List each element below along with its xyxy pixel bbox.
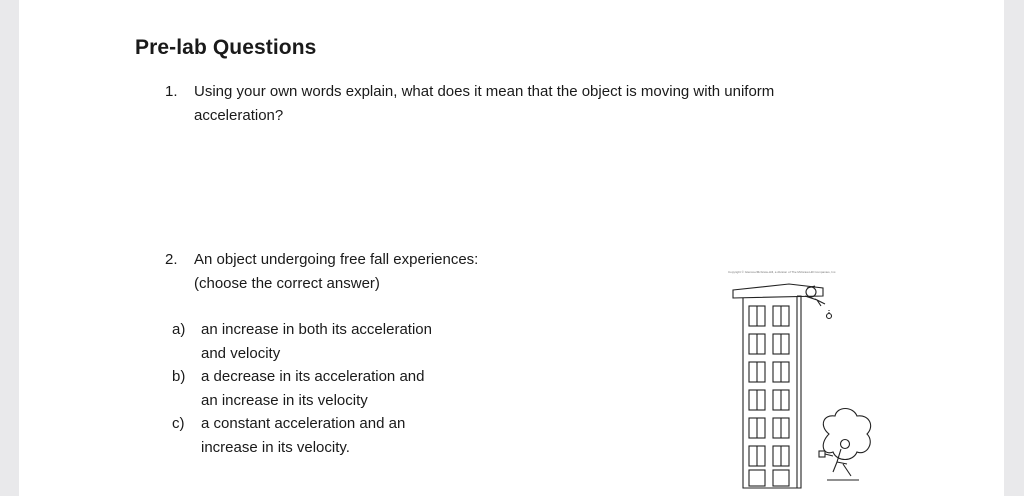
document-page: [19, 0, 1004, 496]
figure-copyright: Copyright © Glencoe/McGraw-Hill, a division of The McGraw-Hill Companies, Inc.: [728, 270, 837, 274]
question-number: 1.: [165, 83, 178, 100]
option-label: c): [172, 415, 185, 432]
question-text-line: (choose the correct answer): [194, 274, 380, 292]
option-text: [201, 412, 405, 459]
option-text-line: a decrease in its acceleration and: [201, 368, 425, 385]
question-text-line: Using your own words explain, what does it mean that the object is moving with uniform: [194, 83, 775, 100]
question-text-line: acceleration?: [194, 106, 284, 124]
option-text-line: increase in its velocity.: [201, 438, 350, 456]
question-text-line: An object undergoing free fall experiences:: [194, 251, 479, 268]
option-text: [201, 318, 432, 365]
question-text: [194, 248, 478, 295]
question-number: 2.: [165, 251, 178, 268]
option-text-line: and velocity: [201, 344, 281, 362]
option-label: a): [172, 321, 186, 338]
option-text-line: an increase in its velocity: [201, 391, 368, 409]
option-text-line: an increase in both its acceleration: [201, 321, 432, 338]
option-text-line: a constant acceleration and an: [201, 415, 406, 432]
option-label: b): [172, 368, 186, 385]
option-text: [201, 365, 424, 412]
question-text: [194, 80, 774, 127]
page-title: Pre-lab Questions: [135, 36, 317, 59]
building-free-fall-illustration-icon: [719, 266, 879, 492]
